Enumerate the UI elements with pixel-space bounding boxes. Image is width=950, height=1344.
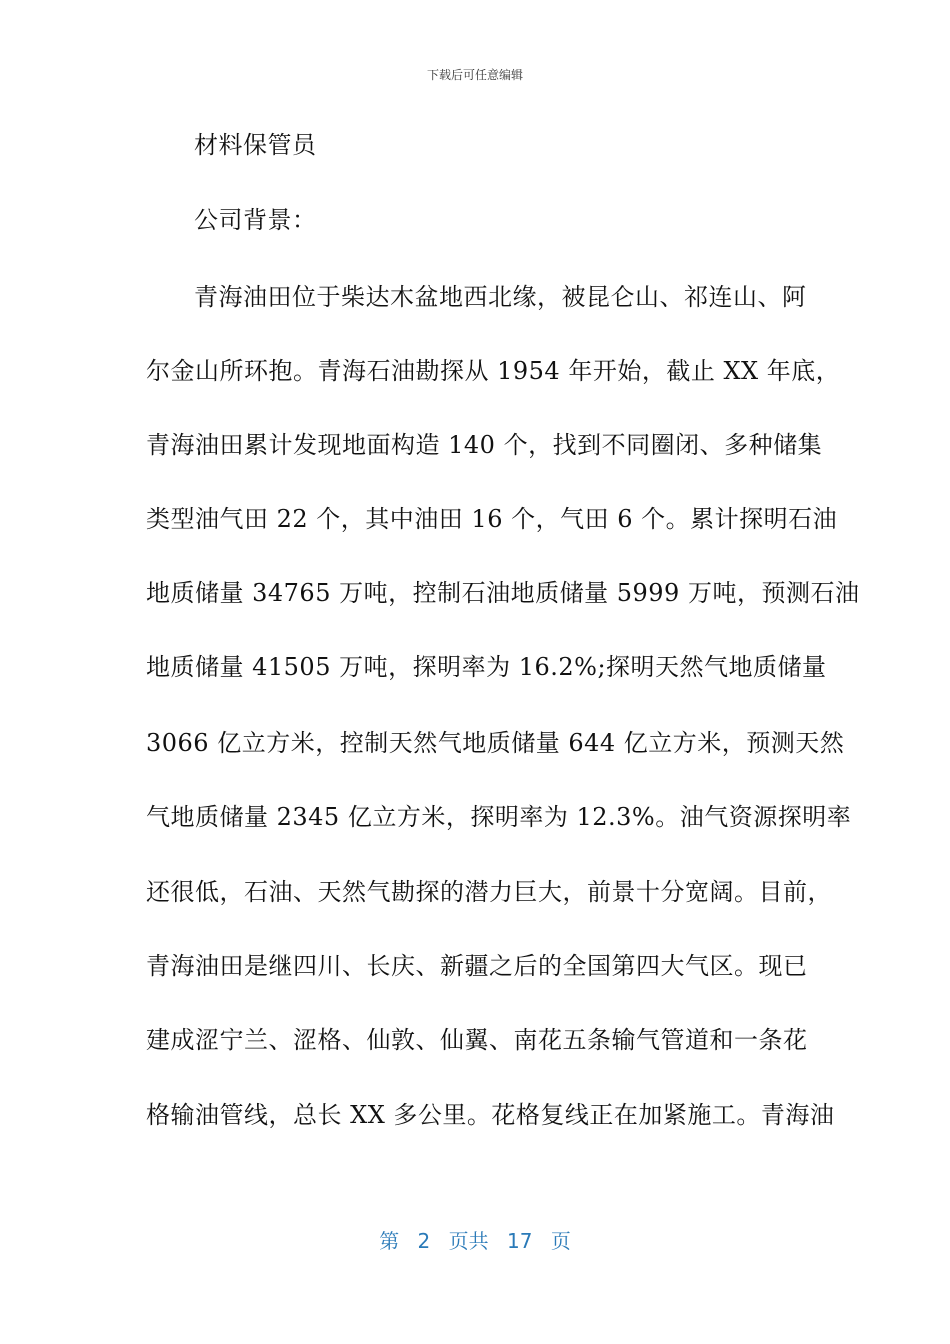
page-footer [0, 1225, 950, 1254]
paragraph-line: 类型油气田 22 个，其中油田 16 个，气田 6 个。累计探明石油 [146, 505, 838, 533]
paragraph-line: 3066 亿立方米，控制天然气地质储量 644 亿立方米，预测天然 [146, 729, 845, 757]
paragraph-line: 青海油田位于柴达木盆地西北缘，被昆仑山、祁连山、阿 [194, 283, 807, 311]
page-suffix: 页 [550, 1229, 571, 1253]
paragraph-line: 地质储量 34765 万吨，控制石油地质储量 5999 万吨，预测石油 [146, 579, 860, 607]
paragraph-line: 气地质储量 2345 亿立方米，探明率为 12.3%。油气资源探明率 [146, 803, 852, 831]
document-title: 材料保管员 [194, 131, 317, 159]
page-number: 2 [417, 1229, 431, 1253]
section-heading: 公司背景： [194, 206, 317, 234]
paragraph-line: 格输油管线，总长 XX 多公里。花格复线正在加紧施工。青海油 [146, 1101, 835, 1129]
page-header: 下载后可任意编辑 [426, 68, 523, 82]
page-middle: 页共 [448, 1229, 489, 1253]
paragraph-line: 建成涩宁兰、涩格、仙敦、仙翼、南花五条输气管道和一条花 [146, 1026, 808, 1054]
paragraph-line: 尔金山所环抱。青海石油勘探从 1954 年开始，截止 XX 年底， [146, 357, 841, 385]
total-pages: 17 [507, 1229, 533, 1253]
page-prefix: 第 [379, 1229, 400, 1253]
paragraph-line: 地质储量 41505 万吨，探明率为 16.2%;探明天然气地质储量 [146, 653, 827, 681]
paragraph-line: 青海油田是继四川、长庆、新疆之后的全国第四大气区。现已 [146, 952, 808, 980]
paragraph-line: 青海油田累计发现地面构造 140 个，找到不同圈闭、多种储集 [146, 431, 823, 459]
paragraph-line: 还很低，石油、天然气勘探的潜力巨大，前景十分宽阔。目前， [146, 878, 832, 906]
